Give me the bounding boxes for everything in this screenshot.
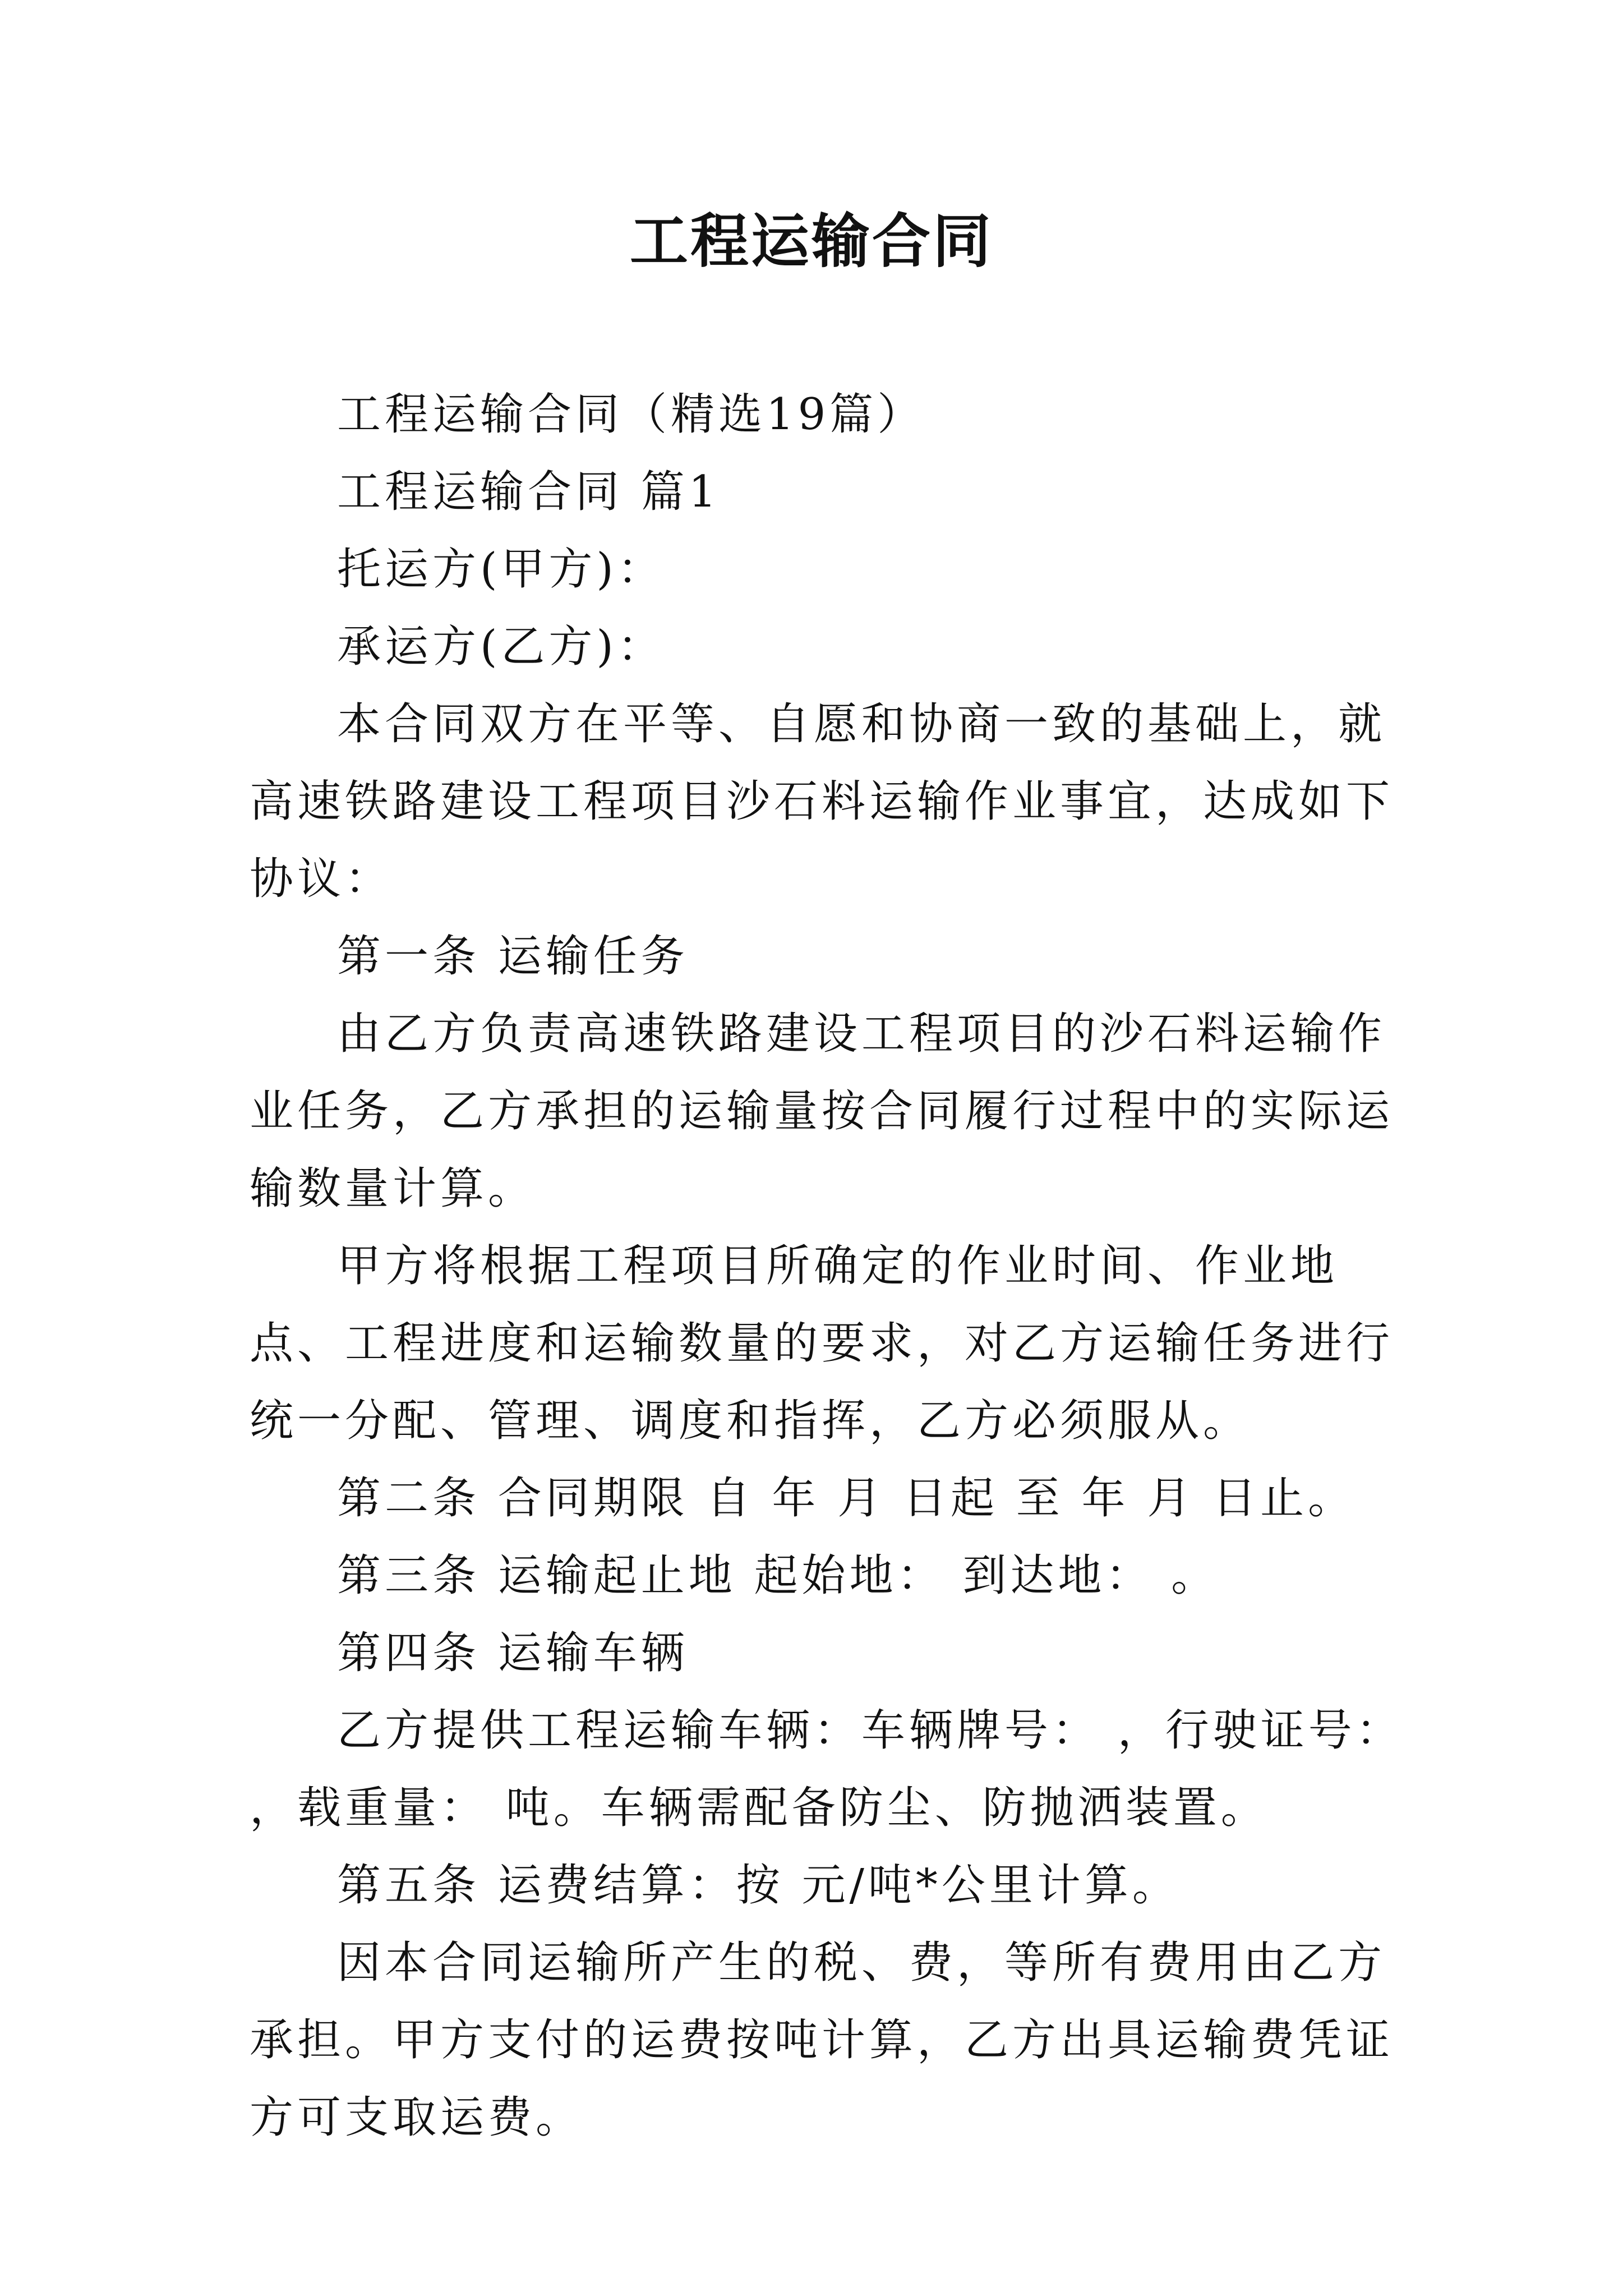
paragraph-article-4-heading: 第四条 运输车辆 <box>337 1628 689 1678</box>
paragraph-preamble: 本合同双方在平等、自愿和协商一致的基础上，就高速铁路建设工程项目沙石料运输作业事宜，达成如下协议： <box>250 699 1394 904</box>
paragraph-article-5: 第五条 运费结算：按 元/吨*公里计算。 <box>337 1860 1180 1911</box>
paragraph-article-3: 第三条 运输起止地 起始地： 到达地： 。 <box>337 1550 1219 1601</box>
paragraph-article-1-heading: 第一条 运输任务 <box>337 931 689 982</box>
paragraph-subtitle: 工程运输合同（精选19篇） <box>337 389 925 440</box>
paragraph-article-1-body: 由乙方负责高速铁路建设工程项目的沙石料运输作业任务，乙方承担的运输量按合同履行过程中的实际运输数量计算。 <box>250 1009 1394 1214</box>
paragraph-article-5-body: 因本合同运输所产生的税、费，等所有费用由乙方承担。甲方支付的运费按吨计算，乙方出具运输费凭证方可支取运费。 <box>250 1938 1394 2143</box>
paragraph-article-1-body-2: 甲方将根据工程项目所确定的作业时间、作业地点、工程进度和运输数量的要求，对乙方运输任务进行统一分配、管理、调度和指挥，乙方必须服从。 <box>250 1241 1394 1446</box>
paragraph-section-heading: 工程运输合同 篇1 <box>337 467 721 517</box>
paragraph-article-2: 第二条 合同期限 自 年 月 日起 至 年 月 日止。 <box>337 1473 1356 1524</box>
paragraph-shipper: 托运方(甲方)： <box>337 544 665 595</box>
paragraph-carrier: 承运方(乙方)： <box>337 622 665 672</box>
document-title: 工程运输合同 <box>629 206 993 275</box>
document-body <box>250 376 1405 2156</box>
paragraph-article-4-body: 乙方提供工程运输车辆：车辆牌号： ，行驶证号： ，载重量： 吨。车辆需配备防尘、防抛洒装置。 <box>250 1705 1404 1833</box>
